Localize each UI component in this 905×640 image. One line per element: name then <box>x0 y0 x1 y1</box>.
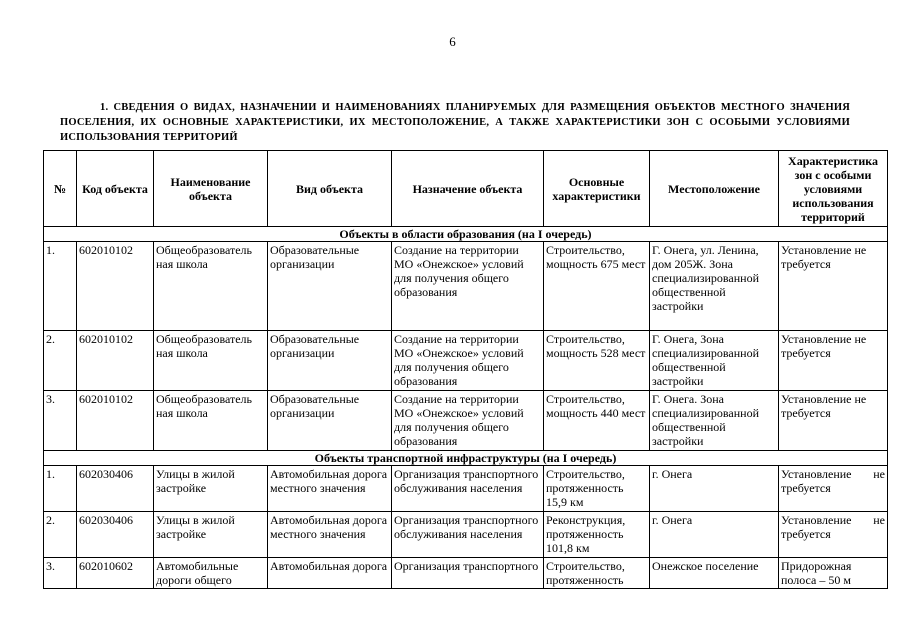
object-purpose: Создание на территории МО «Онежское» условий для получения общего образования <box>392 242 544 331</box>
object-characteristics: Строительство, протяженность 15,9 км <box>544 466 650 512</box>
object-location: Г. Онега, ул. Ленина, дом 205Ж. Зона специализированной общественной застройки <box>650 242 779 331</box>
row-number: 2. <box>44 512 77 558</box>
document-heading <box>60 100 850 145</box>
zone-characteristics: Установление не требуется <box>779 466 888 512</box>
table-row <box>44 242 888 331</box>
object-kind: Автомобильная дорога <box>268 558 392 589</box>
table-row <box>44 391 888 451</box>
objects-table <box>43 150 888 589</box>
object-code: 602030406 <box>77 512 154 558</box>
object-characteristics: Строительство, мощность 675 мест <box>544 242 650 331</box>
object-location: г. Онега <box>650 512 779 558</box>
column-header: Назначение объекта <box>392 151 544 227</box>
section-row <box>44 451 888 466</box>
object-purpose: Создание на территории МО «Онежское» условий для получения общего образования <box>392 391 544 451</box>
object-characteristics: Строительство, протяженность <box>544 558 650 589</box>
object-kind: Автомобильная дорога местного значения <box>268 512 392 558</box>
object-name: Улицы в жилой застройке <box>154 512 268 558</box>
row-number: 2. <box>44 331 77 391</box>
row-number: 1. <box>44 466 77 512</box>
column-header: Наименование объекта <box>154 151 268 227</box>
zone-characteristics: Придорожная полоса – 50 м <box>779 558 888 589</box>
object-name: Общеобразователь ная школа <box>154 331 268 391</box>
object-kind: Образовательные организации <box>268 391 392 451</box>
object-name: Автомобильные дороги общего <box>154 558 268 589</box>
object-characteristics: Строительство, мощность 440 мест <box>544 391 650 451</box>
zone-characteristics: Установление не требуется <box>779 242 888 331</box>
table-row <box>44 331 888 391</box>
row-number: 1. <box>44 242 77 331</box>
object-location: Г. Онега, Зона специализированной общественной застройки <box>650 331 779 391</box>
object-purpose: Организация транспортного <box>392 558 544 589</box>
page-number: 6 <box>449 34 456 49</box>
object-purpose: Создание на территории МО «Онежское» условий для получения общего образования <box>392 331 544 391</box>
table-row <box>44 466 888 512</box>
object-code: 602010102 <box>77 391 154 451</box>
object-name: Общеобразователь ная школа <box>154 242 268 331</box>
zone-characteristics: Установление не требуется <box>779 391 888 451</box>
object-name: Улицы в жилой застройке <box>154 466 268 512</box>
object-code: 602010602 <box>77 558 154 589</box>
object-kind: Образовательные организации <box>268 242 392 331</box>
table-header-row <box>44 151 888 227</box>
row-number: 3. <box>44 558 77 589</box>
section-title: Объекты в области образования (на I очередь) <box>44 227 888 242</box>
object-name: Общеобразователь ная школа <box>154 391 268 451</box>
zone-characteristics: Установление не требуется <box>779 331 888 391</box>
row-number: 3. <box>44 391 77 451</box>
object-code: 602010102 <box>77 331 154 391</box>
object-location: Онежское поселение <box>650 558 779 589</box>
object-characteristics: Реконструкция, протяженность 101,8 км <box>544 512 650 558</box>
object-purpose: Организация транспортного обслуживания населения <box>392 466 544 512</box>
object-kind: Образовательные организации <box>268 331 392 391</box>
section-row <box>44 227 888 242</box>
object-code: 602030406 <box>77 466 154 512</box>
zone-characteristics: Установление не требуется <box>779 512 888 558</box>
object-code: 602010102 <box>77 242 154 331</box>
column-header: Код объекта <box>77 151 154 227</box>
column-header: № <box>44 151 77 227</box>
table-row <box>44 512 888 558</box>
object-purpose: Организация транспортного обслуживания населения <box>392 512 544 558</box>
column-header: Характеристика зон с особыми условиями использования территорий <box>779 151 888 227</box>
table-row <box>44 558 888 589</box>
object-location: г. Онега <box>650 466 779 512</box>
object-kind: Автомобильная дорога местного значения <box>268 466 392 512</box>
heading-text: 1. СВЕДЕНИЯ О ВИДАХ, НАЗНАЧЕНИИ И НАИМЕНОВАНИЯХ ПЛАНИРУЕМЫХ ДЛЯ РАЗМЕЩЕНИЯ ОБЪЕКТОВ МЕСТНОГО ЗНАЧЕНИЯ ПОСЕЛЕНИЯ, ИХ ОСНОВНЫЕ ХАРАКТЕРИСТИКИ, ИХ МЕСТОПОЛОЖЕНИЕ, А ТАКЖЕ ХАРАКТЕРИСТИКИ ЗОН С ОСОБЫМИ УСЛОВИЯМИ ИСПОЛЬЗОВАНИЯ ТЕРРИТОРИЙ <box>60 102 850 143</box>
object-location: Г. Онега. Зона специализированной общественной застройки <box>650 391 779 451</box>
section-title: Объекты транспортной инфраструктуры (на I очередь) <box>44 451 888 466</box>
column-header: Местоположение <box>650 151 779 227</box>
object-characteristics: Строительство, мощность 528 мест <box>544 331 650 391</box>
column-header: Основные характеристики <box>544 151 650 227</box>
column-header: Вид объекта <box>268 151 392 227</box>
